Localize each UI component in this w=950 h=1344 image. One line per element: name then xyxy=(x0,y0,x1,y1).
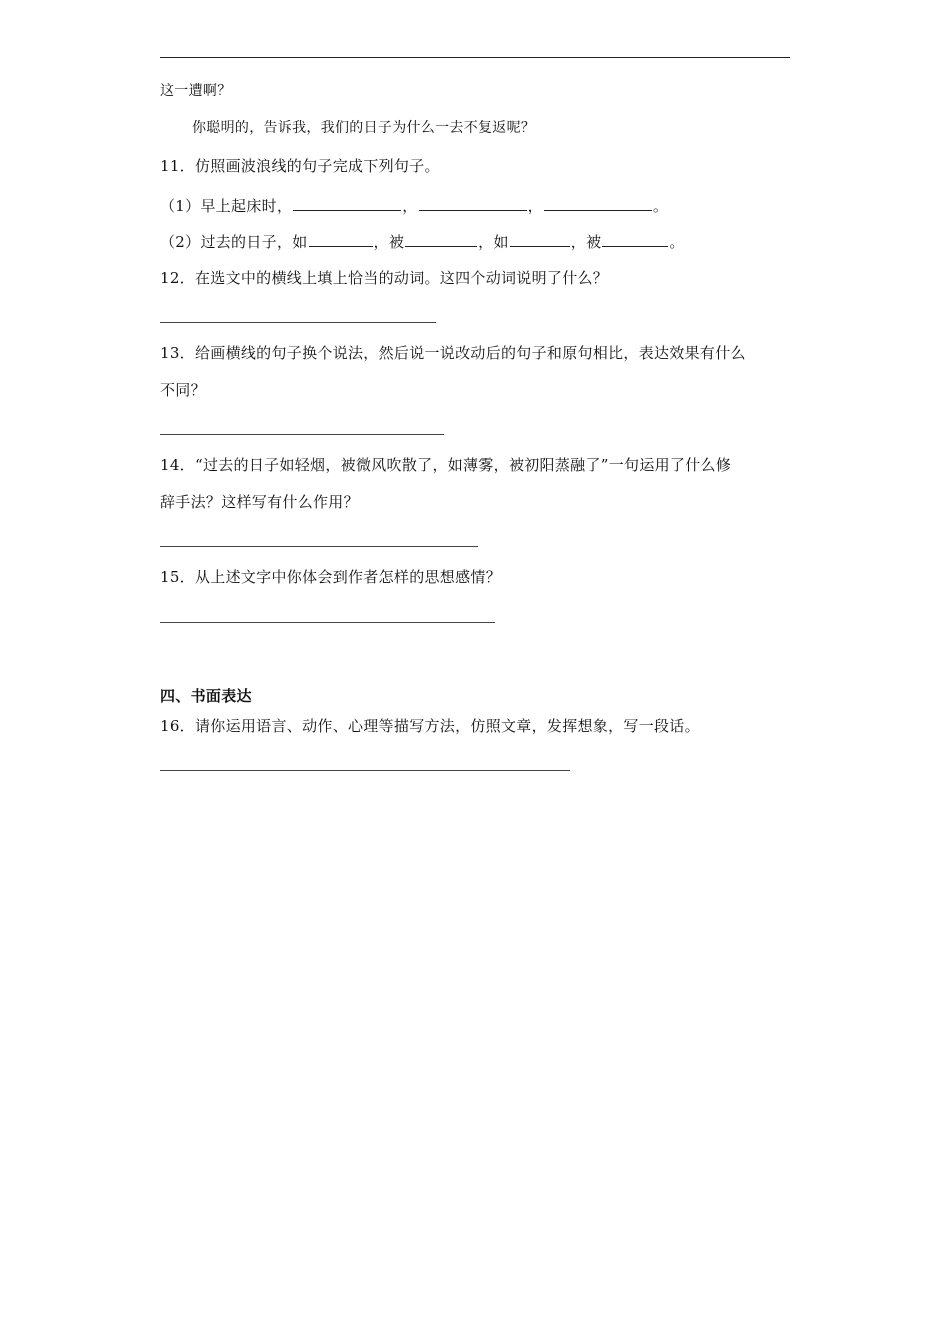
q11-part2-blank-3[interactable] xyxy=(510,230,570,247)
question-13-answer-line[interactable] xyxy=(160,434,444,435)
passage-line-1: 这一遭啊？ xyxy=(160,83,232,99)
q11-part2-prefix: （2）过去的日子，如 xyxy=(160,233,308,251)
question-16-stem: 16．请你运用语言、动作、心理等描写方法，仿照文章，发挥想象，写一段话。 xyxy=(160,717,700,735)
question-12-stem: 12．在选文中的横线上填上恰当的动词。这四个动词说明了什么？ xyxy=(160,269,609,287)
question-15-stem: 15．从上述文字中你体会到作者怎样的思想感情？ xyxy=(160,568,501,586)
question-14-answer-line[interactable] xyxy=(160,546,478,547)
q11-part2-blank-4[interactable] xyxy=(602,230,668,247)
q11-sep-2: ， xyxy=(527,197,543,215)
q11-part1-blank-3[interactable] xyxy=(544,194,652,211)
question-16-answer-line[interactable] xyxy=(160,770,570,771)
section-4-title: 四、书面表达 xyxy=(160,687,252,705)
q11-part1-blank-2[interactable] xyxy=(419,194,527,211)
question-12-answer-line[interactable] xyxy=(160,322,436,323)
question-13-stem-line-1: 13．给画横线的句子换个说法，然后说一说改动后的句子和原句相比，表达效果有什么 xyxy=(160,344,746,362)
q11-end-2: 。 xyxy=(669,233,685,251)
question-14-stem-line-1: 14．“过去的日子如轻烟，被微风吹散了，如薄雾，被初阳蒸融了”一句运用了什么修 xyxy=(160,456,732,474)
question-14-stem-line-2: 辞手法？这样写有什么作用？ xyxy=(160,493,359,511)
q11-part2-blank-1[interactable] xyxy=(309,230,373,247)
q11-part1-prefix: （1）早上起床时， xyxy=(160,197,293,215)
question-11-stem: 11．仿照画波浪线的句子完成下列句子。 xyxy=(160,157,440,175)
question-11-part-2 xyxy=(160,230,685,252)
q11-part2-sep-b: ，如 xyxy=(478,233,509,251)
q11-part2-sep-a: ，被 xyxy=(373,233,405,251)
q11-part2-blank-2[interactable] xyxy=(405,230,477,247)
q11-part1-blank-1[interactable] xyxy=(293,194,401,211)
question-15-answer-line[interactable] xyxy=(160,622,495,623)
question-13-stem-line-2: 不同？ xyxy=(160,381,206,399)
header-rule xyxy=(160,57,790,58)
passage-line-2: 你聪明的，告诉我，我们的日子为什么一去不复返呢？ xyxy=(192,120,536,136)
q11-sep-1: ， xyxy=(402,197,418,215)
question-11-part-1 xyxy=(160,194,668,216)
q11-end-1: 。 xyxy=(652,197,669,215)
q11-part2-sep-c: ，被 xyxy=(570,233,602,251)
